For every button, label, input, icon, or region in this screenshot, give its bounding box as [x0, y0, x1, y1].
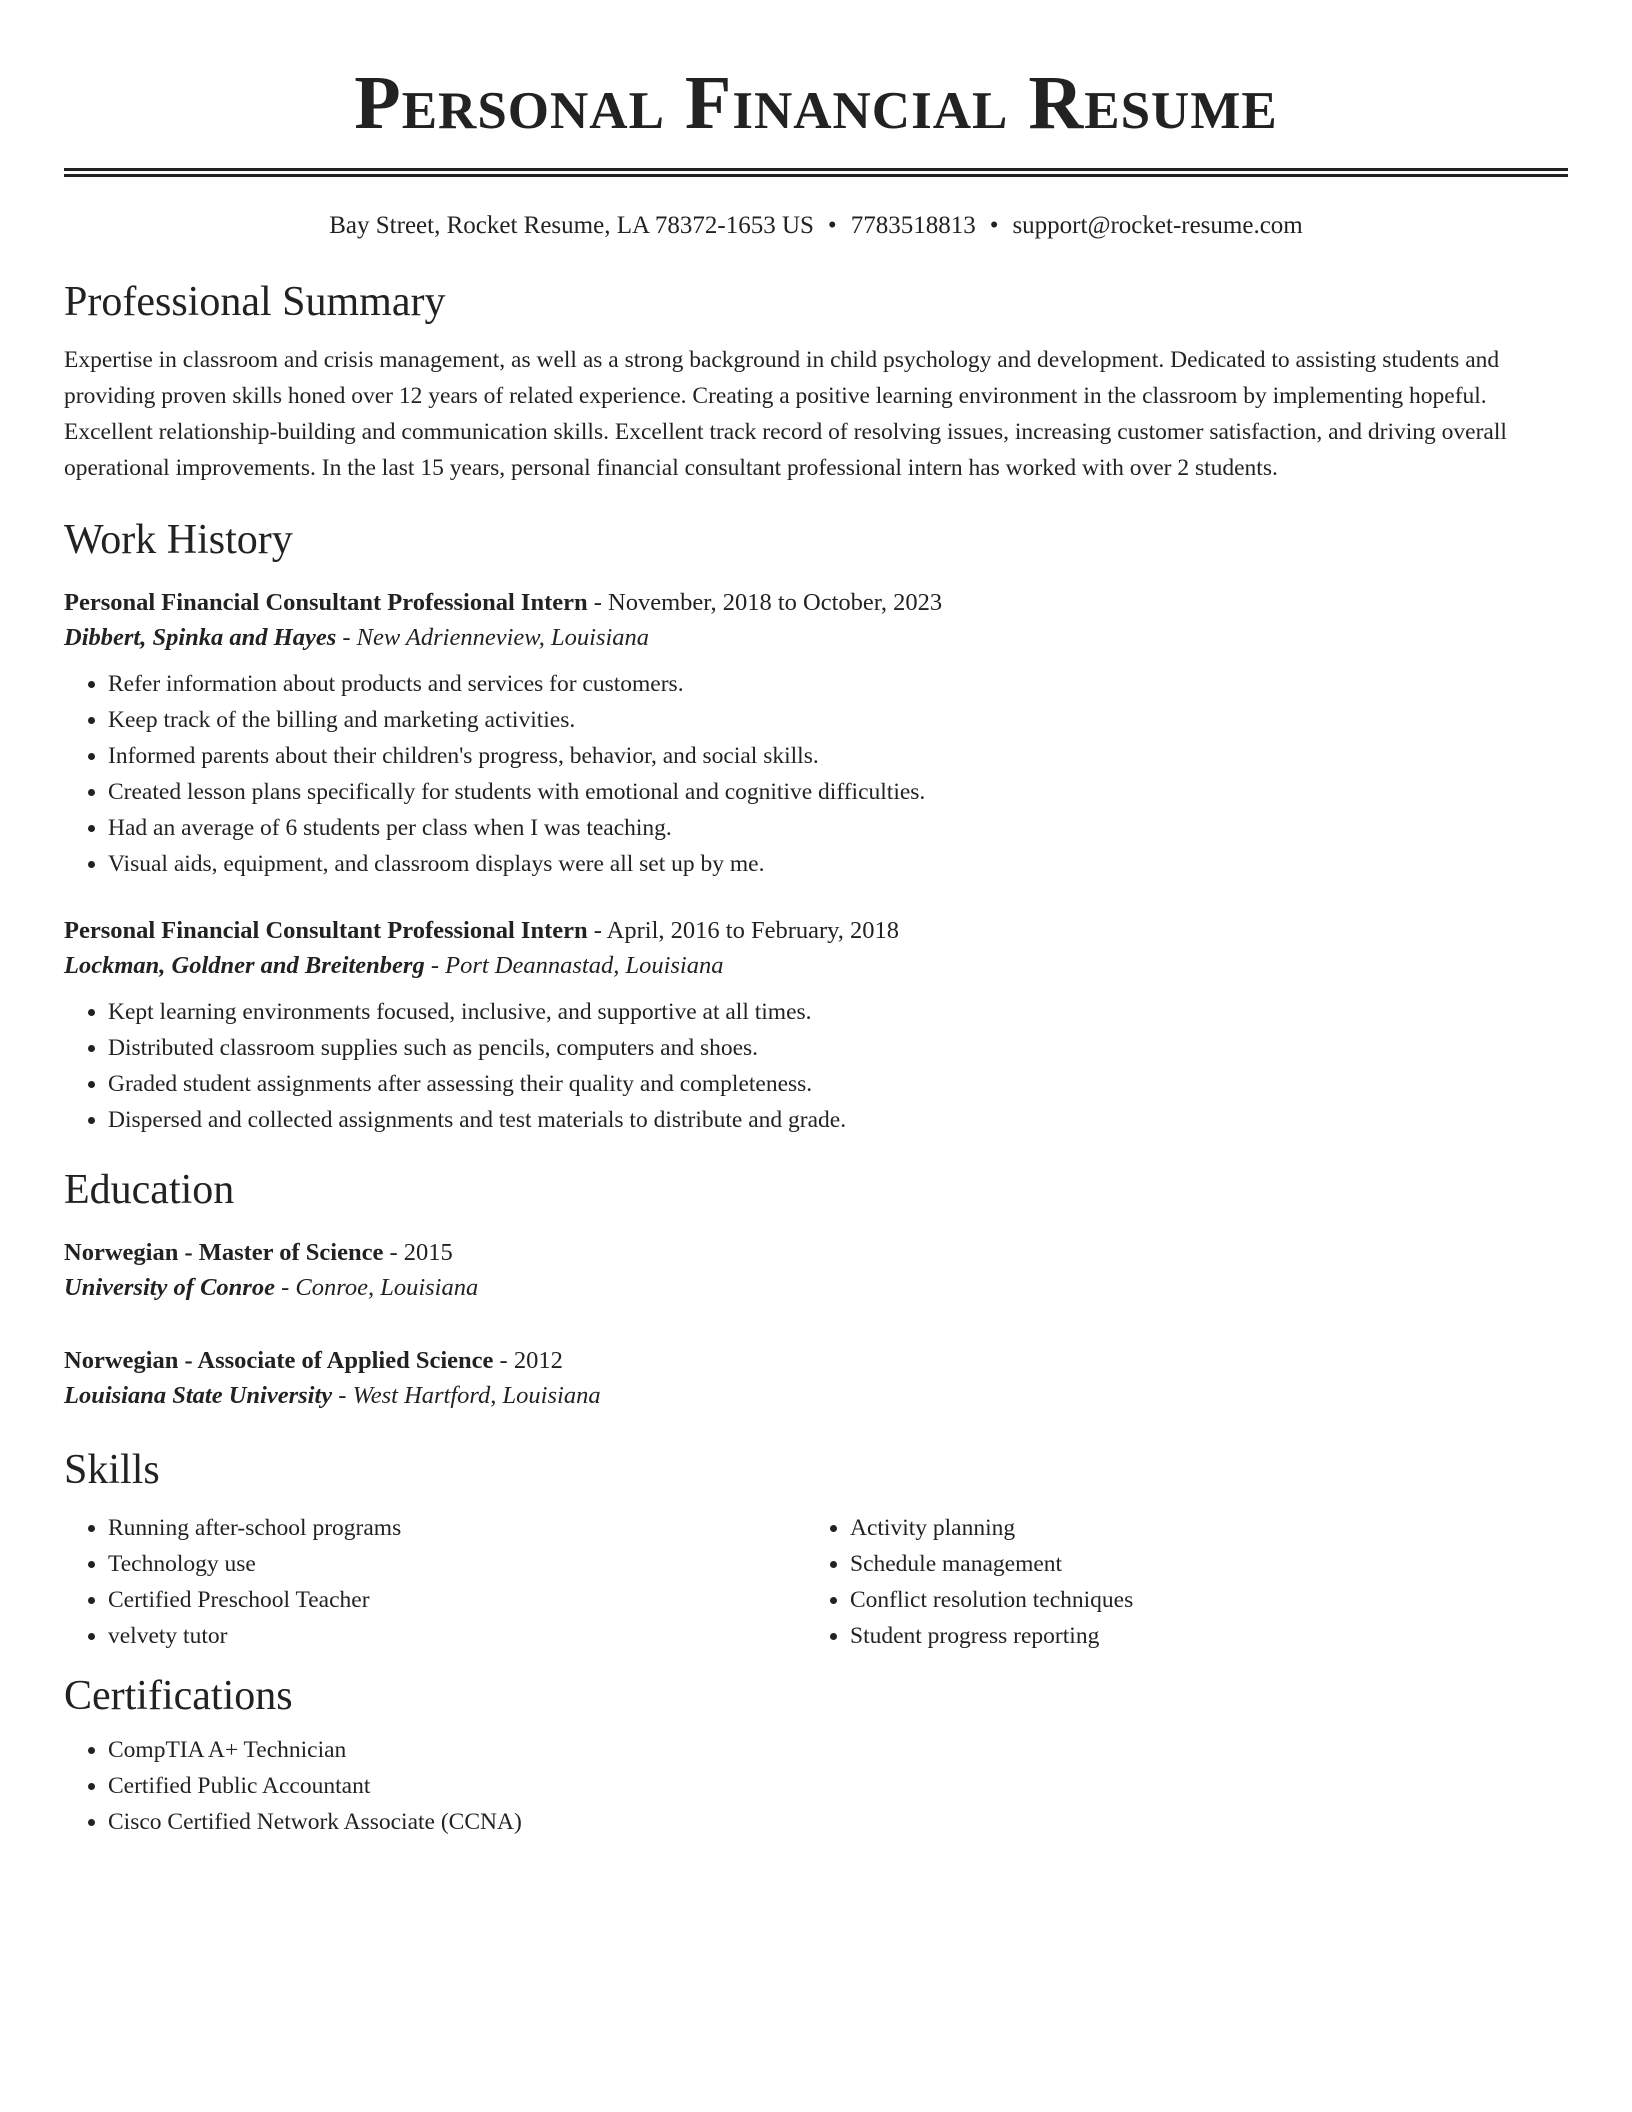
- education-heading: Education: [64, 1167, 235, 1213]
- skills-list-right: [806, 1510, 1548, 1654]
- degree-line: [64, 1236, 1568, 1270]
- job-title: Personal Financial Consultant Professional Intern: [64, 589, 588, 616]
- job-employer: Dibbert, Spinka and Hayes: [64, 624, 337, 651]
- job-duty: • Visual aids, equipment, and classroom displays were all set up by me.: [108, 846, 1568, 882]
- degree: Norwegian - Master of Science: [64, 1239, 384, 1266]
- school-name: Louisiana State University: [64, 1382, 333, 1409]
- skills-heading: Skills: [64, 1447, 160, 1493]
- job-duties-list: [64, 994, 1568, 1138]
- job-dates: - November, 2018 to October, 2023: [587, 589, 943, 616]
- job-duty: • Graded student assignments after assessing their quality and completeness.: [108, 1066, 1568, 1102]
- education-entry: [64, 1344, 1568, 1414]
- skill-item: • velvety tutor: [108, 1618, 806, 1654]
- degree: Norwegian - Associate of Applied Science: [64, 1347, 494, 1374]
- job-dates: - April, 2016 to February, 2018: [587, 917, 900, 944]
- contact-separator: •: [827, 212, 837, 239]
- title-divider: [64, 168, 1568, 177]
- school-line: [64, 1270, 1568, 1306]
- job-duty: • Informed parents about their children's progress, behavior, and social skills.: [108, 738, 1568, 774]
- job-employer-line: [64, 620, 1568, 656]
- job-title: Personal Financial Consultant Professional Intern: [64, 917, 588, 944]
- job-title-line: [64, 586, 1568, 620]
- degree-line: [64, 1344, 1568, 1378]
- certification-item: • Cisco Certified Network Associate (CCNA): [108, 1804, 1568, 1840]
- skill-item: • Schedule management: [850, 1546, 1548, 1582]
- contact-address: Bay Street, Rocket Resume, LA 78372-1653 US: [329, 212, 814, 239]
- certification-item: • Certified Public Accountant: [108, 1768, 1568, 1804]
- skills-list-left: [64, 1510, 806, 1654]
- degree-year: - 2015: [383, 1239, 453, 1266]
- job-location: - New Adrienneview, Louisiana: [336, 624, 650, 651]
- work-history-heading: Work History: [64, 517, 293, 563]
- job-duty: • Dispersed and collected assignments and test materials to distribute and grade.: [108, 1102, 1568, 1138]
- certification-item: • CompTIA A+ Technician: [108, 1732, 1568, 1768]
- job-employer-line: [64, 948, 1568, 984]
- job-duty: • Distributed classroom supplies such as pencils, computers and shoes.: [108, 1030, 1568, 1066]
- summary-heading: Professional Summary: [64, 279, 446, 325]
- certifications-list: [64, 1732, 1568, 1840]
- degree-year: - 2012: [493, 1347, 563, 1374]
- resume-title: Personal Financial Resume: [354, 61, 1278, 145]
- contact-line: [64, 210, 1568, 242]
- job-duty: • Keep track of the billing and marketing activities.: [108, 702, 1568, 738]
- skill-item: • Running after-school programs: [108, 1510, 806, 1546]
- skill-item: • Technology use: [108, 1546, 806, 1582]
- contact-separator: •: [989, 212, 999, 239]
- job-duty: • Refer information about products and services for customers.: [108, 666, 1568, 702]
- job-duty: • Created lesson plans specifically for students with emotional and cognitive difficulties.: [108, 774, 1568, 810]
- job-title-line: [64, 914, 1568, 948]
- summary-text: Expertise in classroom and crisis management, as well as a strong background in child psychology and development. Dedicated to assisting students and providing proven skills honed over 12 years of related experience. Creating a positive learning environment in the classroom by implementing hopeful. Excellent relationship-building and communication skills. Excellent track record of resolving issues, increasing customer satisfaction, and driving overall operational improvements. In the last 15 years, personal financial consultant professional intern has worked with over 2 students.: [64, 347, 1507, 481]
- contact-phone: 7783518813: [850, 212, 976, 239]
- school-location: - West Hartford, Louisiana: [332, 1382, 601, 1409]
- job-entry: [64, 586, 1568, 882]
- job-location: - Port Deannastad, Louisiana: [424, 952, 724, 979]
- school-location: - Conroe, Louisiana: [274, 1274, 479, 1301]
- skill-item: • Activity planning: [850, 1510, 1548, 1546]
- school-name: University of Conroe: [64, 1274, 275, 1301]
- job-entry: [64, 914, 1568, 1138]
- skill-item: • Conflict resolution techniques: [850, 1582, 1548, 1618]
- skill-item: • Student progress reporting: [850, 1618, 1548, 1654]
- skill-item: • Certified Preschool Teacher: [108, 1582, 806, 1618]
- job-duty: • Had an average of 6 students per class when I was teaching.: [108, 810, 1568, 846]
- job-duties-list: [64, 666, 1568, 882]
- contact-email: support@rocket-resume.com: [1012, 212, 1303, 239]
- job-duty: • Kept learning environments focused, inclusive, and supportive at all times.: [108, 994, 1568, 1030]
- education-entry: [64, 1236, 1568, 1306]
- job-employer: Lockman, Goldner and Breitenberg: [64, 952, 425, 979]
- certifications-heading: Certifications: [64, 1673, 293, 1719]
- skills-grid: [64, 1510, 1568, 1654]
- school-line: [64, 1378, 1568, 1414]
